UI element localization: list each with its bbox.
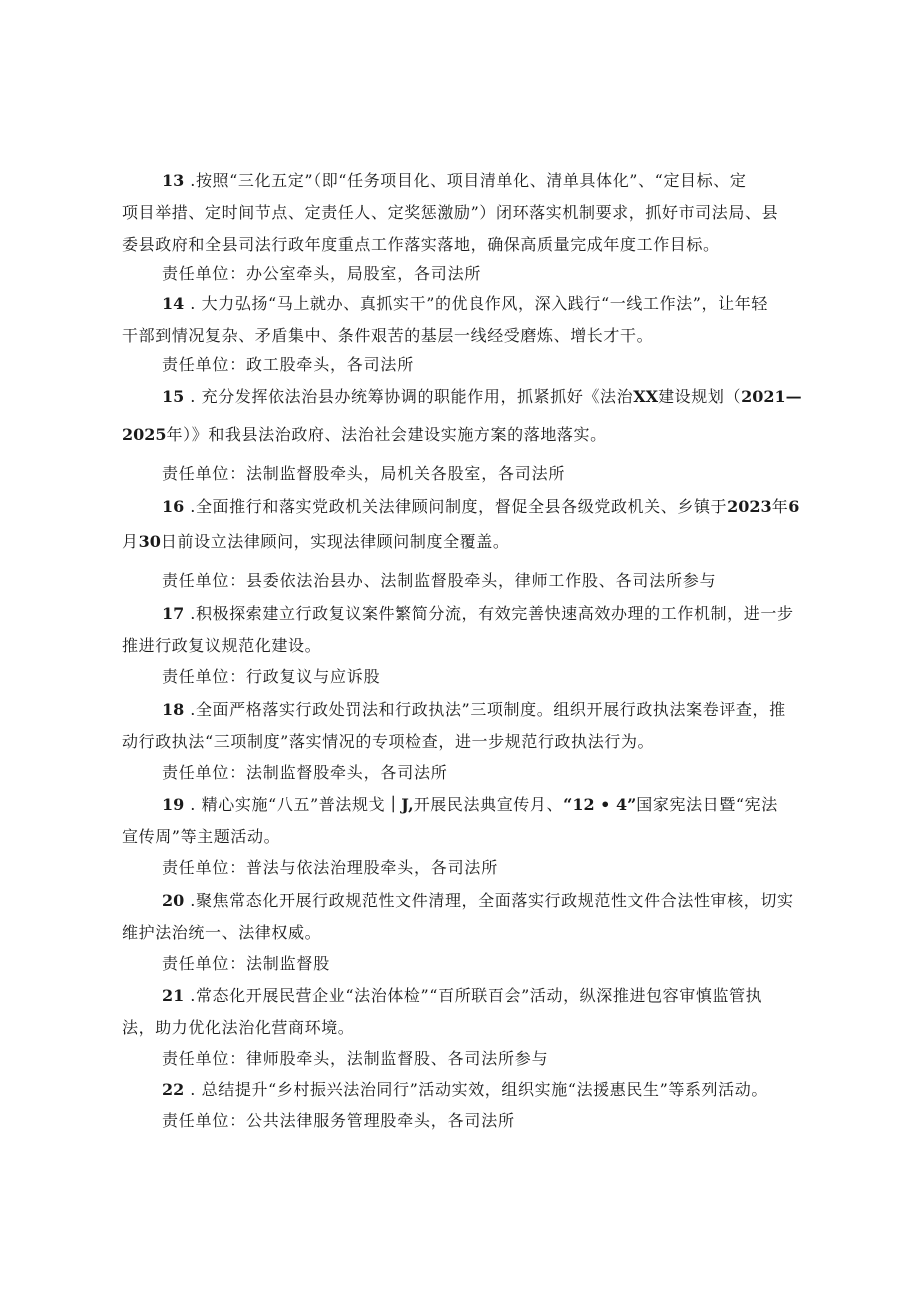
item-14-line-2: 干部到情况复杂、矛盾集中、条件艰苦的基层一线经受磨炼、增长才干。 — [122, 326, 654, 345]
item-20-responsible: 责任单位：法制监督股 — [162, 954, 331, 973]
item-22-responsible: 责任单位：公共法律服务管理股牵头，各司法所 — [162, 1111, 515, 1130]
item-20-line-2: 维护法治统一、法律权威。 — [122, 923, 322, 942]
item-number: 17 — [162, 604, 185, 623]
item-17-line-2: 推进行政复议规范化建设。 — [122, 636, 322, 655]
item-number: 19 — [162, 795, 185, 814]
item-17-line-1: 17 .积极探索建立行政复议案件繁简分流，有效完善快速高效办理的工作机制，进一步 — [162, 604, 794, 623]
item-number: 16 — [162, 497, 185, 516]
item-21-responsible: 责任单位：律师股牵头，法制监督股、各司法所参与 — [162, 1049, 549, 1068]
item-number: 21 — [162, 986, 185, 1005]
item-number: 20 — [162, 891, 185, 910]
item-14-line-1: 14 . 大力弘扬“马上就办、真抓实干”的优良作风，深入践行“一线工作法”，让年轻 — [162, 294, 768, 313]
item-number: 14 — [162, 294, 185, 313]
item-19-responsible: 责任单位：普法与依法治理股牵头，各司法所 — [162, 858, 499, 877]
item-13-line-1: 13 .按照“三化五定”（即“任务项目化、项目清单化、清单具体化”、“定目标、定 — [162, 171, 747, 190]
item-14-responsible: 责任单位：政工股牵头，各司法所 — [162, 355, 415, 374]
item-16-responsible: 责任单位：县委依法治县办、法制监督股牵头，律师工作股、各司法所参与 — [162, 571, 717, 590]
item-13-line-3: 委县政府和全县司法行政年度重点工作落实落地，确保高质量完成年度工作目标。 — [122, 235, 720, 254]
item-number: 22 — [162, 1080, 185, 1099]
item-17-responsible: 责任单位：行政复议与应诉股 — [162, 667, 381, 686]
item-18-line-2: 动行政执法“三项制度”落实情况的专项检查，进一步规范行政执法行为。 — [122, 732, 655, 751]
item-16-line-2: 月30日前设立法律顾问，实现法律顾问制度全覆盖。 — [122, 532, 510, 551]
item-21-line-1: 21 .常态化开展民营企业“法治体检”“百所联百会”活动，纵深推进包容审慎监管执 — [162, 986, 763, 1005]
item-22-line-1: 22 . 总结提升“乡村振兴法治同行”活动实效，组织实施“法援惠民生”等系列活动。 — [162, 1080, 768, 1099]
item-20-line-1: 20 .聚焦常态化开展行政规范性文件清理，全面落实行政规范性文件合法性审核，切实 — [162, 891, 794, 910]
item-number: 15 — [162, 387, 185, 406]
item-number: 13 — [162, 171, 185, 190]
item-19-line-1: 19 . 精心实施“八五”普法规戈｜J,开展民法典宣传月、“12 • 4”国家宪法日暨“宪法 — [162, 795, 778, 814]
item-number: 18 — [162, 700, 185, 719]
item-19-line-2: 宣传周”等主题活动。 — [122, 827, 281, 846]
item-18-line-1: 18 .全面严格落实行政处罚法和行政执法”三项制度。组织开展行政执法案卷评查，推 — [162, 700, 786, 719]
item-15-line-1: 15 . 充分发挥依法治县办统筹协调的职能作用，抓紧抓好《法治XX建设规划（2021— — [162, 387, 802, 406]
item-13-responsible: 责任单位：办公室牵头，局股室，各司法所 — [162, 264, 482, 283]
item-21-line-2: 法，助力优化法治化营商环境。 — [122, 1018, 355, 1037]
item-15-line-2: 2025年）》和我县法治政府、法治社会建设实施方案的落地落实。 — [122, 425, 607, 444]
item-18-responsible: 责任单位：法制监督股牵头，各司法所 — [162, 763, 448, 782]
item-15-responsible: 责任单位：法制监督股牵头，局机关各股室，各司法所 — [162, 464, 566, 483]
item-16-line-1: 16 .全面推行和落实党政机关法律顾问制度，督促全县各级党政机关、乡镇于2023年6 — [162, 497, 800, 516]
item-13-line-2: 项目举措、定时间节点、定责任人、定奖惩激励”）闭环落实机制要求，抓好市司法局、县 — [122, 203, 779, 222]
